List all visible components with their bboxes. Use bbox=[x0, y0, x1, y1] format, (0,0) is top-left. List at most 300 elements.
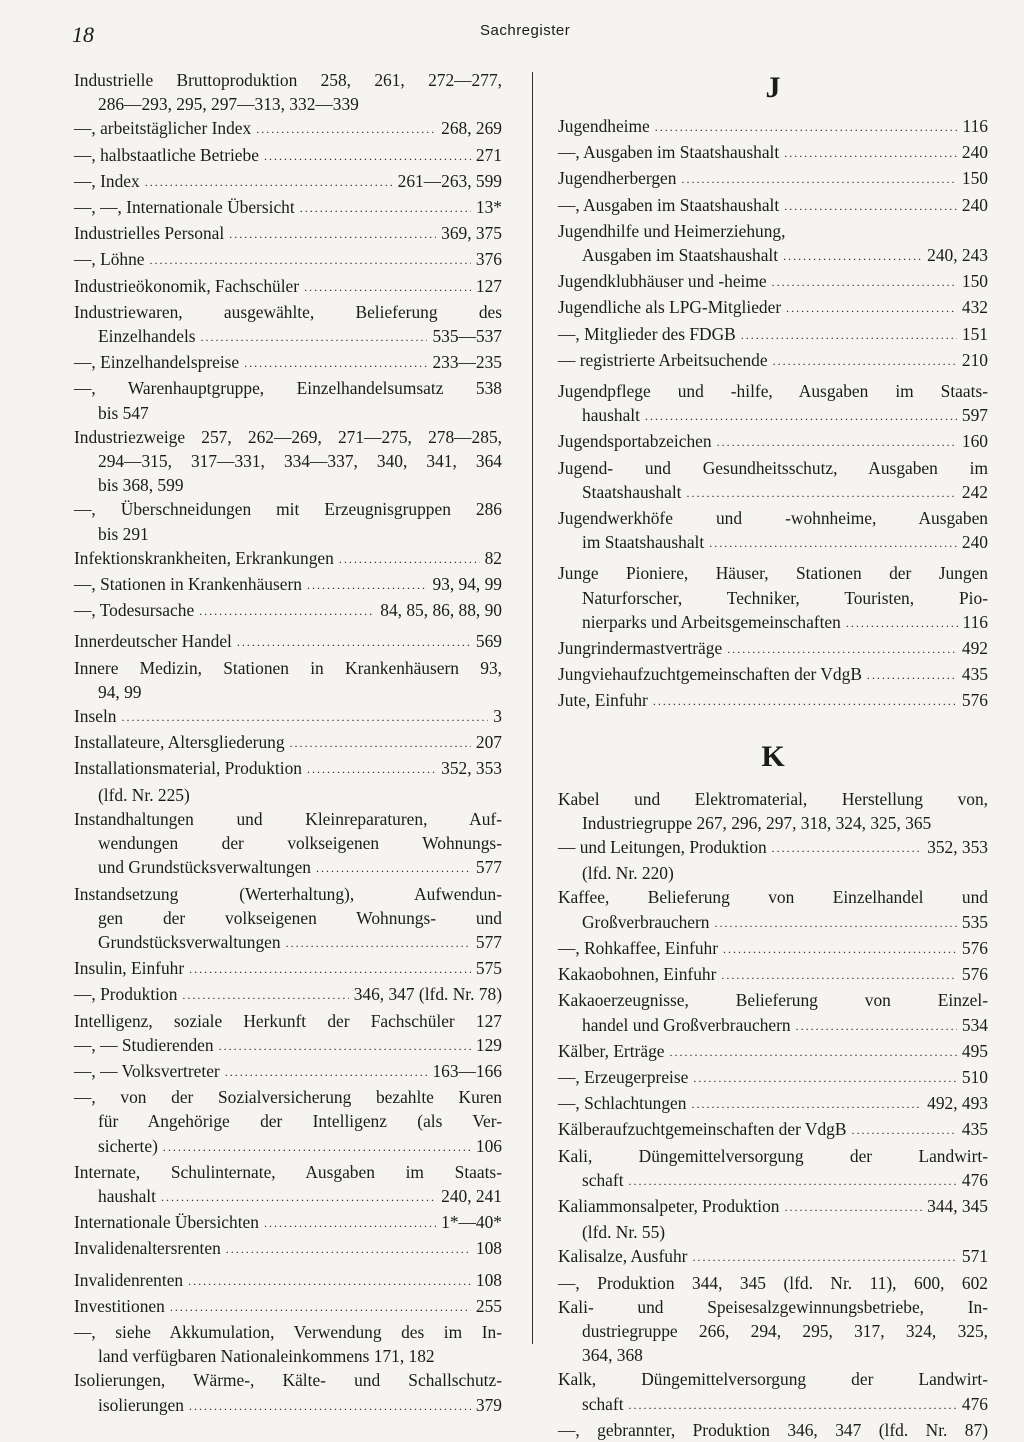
section-letter-j: J bbox=[765, 71, 781, 104]
entry-text: —, halbstaatliche Betriebe bbox=[74, 144, 259, 165]
dot-leader bbox=[226, 1235, 471, 1261]
index-entry bbox=[74, 1268, 502, 1294]
entry-line bbox=[558, 610, 988, 636]
index-entry bbox=[558, 1367, 988, 1417]
page-reference: 476 bbox=[961, 1393, 988, 1414]
entry-line bbox=[74, 982, 502, 1008]
page-reference: 576 bbox=[961, 690, 988, 711]
index-entry bbox=[558, 429, 988, 455]
index-entry bbox=[74, 572, 502, 598]
entry-text: (lfd. Nr. 225) bbox=[98, 784, 190, 805]
dot-leader bbox=[851, 1116, 956, 1142]
entry-text: Jugendsportabzeichen bbox=[558, 431, 712, 452]
page-reference: 150 bbox=[961, 271, 988, 292]
page-reference: 106 bbox=[475, 1135, 502, 1156]
index-entry bbox=[74, 982, 502, 1008]
index-entry bbox=[558, 1194, 988, 1244]
dot-leader bbox=[304, 273, 471, 299]
index-entry bbox=[558, 787, 988, 835]
entry-text: Kalk, Düngemittelversorgung der Landwirt- bbox=[558, 1369, 988, 1390]
entry-line bbox=[558, 506, 988, 530]
entry-line bbox=[558, 1117, 988, 1143]
entry-line bbox=[74, 522, 502, 546]
dot-leader bbox=[229, 220, 436, 246]
entry-line bbox=[558, 193, 988, 219]
page-reference: 240 bbox=[961, 532, 988, 553]
entry-line bbox=[558, 1220, 988, 1244]
entry-line bbox=[558, 1039, 988, 1065]
index-entry bbox=[74, 376, 502, 424]
dot-leader bbox=[681, 165, 956, 191]
entry-text: Internationale Übersichten bbox=[74, 1212, 259, 1233]
entry-text: Industriezweige 257, 262—269, 271—275, 278—285, bbox=[74, 426, 502, 447]
page-reference: 352, 353 bbox=[441, 758, 502, 779]
entry-line bbox=[558, 1244, 988, 1270]
dot-leader bbox=[264, 1209, 436, 1235]
page-reference: 344, 345 bbox=[927, 1195, 988, 1216]
index-column-left bbox=[74, 68, 502, 1419]
page-reference: 240 bbox=[961, 194, 988, 215]
dot-leader bbox=[727, 635, 957, 661]
entry-text: isolierungen bbox=[98, 1394, 184, 1415]
page-reference: 432 bbox=[961, 297, 988, 318]
dot-leader bbox=[307, 571, 427, 597]
entry-text: bis 291 bbox=[98, 523, 149, 544]
page-reference: 108 bbox=[475, 1269, 502, 1290]
entry-line bbox=[74, 143, 502, 169]
entry-line bbox=[74, 274, 502, 300]
entry-text: —, von der Sozialversicherung bezahlte Kuren bbox=[74, 1087, 502, 1108]
dot-leader bbox=[786, 294, 957, 320]
entry-line bbox=[558, 1144, 988, 1168]
dot-leader bbox=[721, 961, 957, 987]
index-entry bbox=[558, 379, 988, 429]
page-reference: 535 bbox=[961, 911, 988, 932]
dot-leader bbox=[170, 1293, 471, 1319]
dot-leader bbox=[122, 703, 489, 729]
index-entry bbox=[558, 1117, 988, 1143]
entry-line bbox=[558, 140, 988, 166]
index-entry bbox=[558, 561, 988, 636]
entry-text: —, Produktion bbox=[74, 984, 178, 1005]
entry-line bbox=[74, 855, 502, 881]
dot-leader bbox=[161, 1183, 436, 1209]
entry-text: und Grundstücksverwaltungen bbox=[98, 857, 311, 878]
entry-text: 364, 368 bbox=[582, 1345, 643, 1366]
entry-text: Infektionskrankheiten, Erkrankungen bbox=[74, 547, 334, 568]
index-entry bbox=[74, 1210, 502, 1236]
index-entry bbox=[74, 247, 502, 273]
index-entry bbox=[558, 1418, 988, 1442]
index-entry bbox=[74, 730, 502, 756]
entry-line bbox=[558, 936, 988, 962]
entry-line bbox=[558, 269, 988, 295]
entry-text: (lfd. Nr. 55) bbox=[582, 1222, 666, 1243]
index-entry bbox=[558, 1244, 988, 1270]
index-entry bbox=[558, 166, 988, 192]
entry-text: —, Ausgaben im Staatshaushalt bbox=[558, 142, 780, 163]
page-reference: 379 bbox=[475, 1394, 502, 1415]
dot-leader bbox=[199, 597, 375, 623]
page-reference: 435 bbox=[961, 664, 988, 685]
index-entry bbox=[74, 704, 502, 730]
page-reference: 534 bbox=[961, 1014, 988, 1035]
dot-leader bbox=[300, 194, 471, 220]
entry-line bbox=[558, 429, 988, 455]
page-reference: 160 bbox=[961, 431, 988, 452]
entry-text: Invalidenrenten bbox=[74, 1269, 184, 1290]
page-reference: 510 bbox=[961, 1066, 988, 1087]
index-entry bbox=[74, 807, 502, 882]
entry-text: —, — Studierenden bbox=[74, 1034, 214, 1055]
entry-text: Instandhaltungen und Kleinreparaturen, Auf- bbox=[74, 808, 502, 829]
entry-text: schaft bbox=[582, 1393, 624, 1414]
index-entry bbox=[74, 882, 502, 957]
entry-text: nierparks und Arbeitsgemeinschaften bbox=[582, 611, 841, 632]
entry-line bbox=[74, 704, 502, 730]
page-reference: 268, 269 bbox=[441, 118, 502, 139]
index-entry bbox=[558, 962, 988, 988]
dot-leader bbox=[669, 1038, 956, 1064]
page-reference: 261—263, 599 bbox=[397, 170, 502, 191]
entry-line bbox=[74, 1393, 502, 1419]
dot-leader bbox=[717, 428, 957, 454]
entry-text: Installateure, Altersgliederung bbox=[74, 732, 285, 753]
entry-line bbox=[74, 1085, 502, 1109]
entry-line bbox=[74, 300, 502, 324]
entry-line bbox=[74, 473, 502, 497]
section-k-entries bbox=[558, 787, 988, 1442]
entry-text: Invalidenaltersrenten bbox=[74, 1238, 221, 1259]
entry-line bbox=[558, 1343, 988, 1367]
index-entry bbox=[558, 456, 988, 506]
index-entry bbox=[74, 425, 502, 498]
page-reference: 569 bbox=[475, 631, 502, 652]
entry-line bbox=[558, 379, 988, 403]
dot-leader bbox=[714, 909, 956, 935]
entry-text: Kali- und Speisesalzgewinnungsbetriebe, In- bbox=[558, 1296, 988, 1317]
entry-text: —, Überschneidungen mit Erzeugnisgruppen 286 bbox=[74, 499, 502, 520]
index-entry bbox=[74, 598, 502, 624]
section-letter-k: K bbox=[761, 739, 785, 773]
page-reference: 163—166 bbox=[432, 1060, 502, 1081]
entry-line bbox=[74, 1009, 502, 1033]
index-entry bbox=[558, 662, 988, 688]
entry-line bbox=[74, 92, 502, 116]
index-entry bbox=[558, 1295, 988, 1368]
index-entry bbox=[558, 688, 988, 714]
dot-leader bbox=[796, 1012, 957, 1038]
entry-text: —, Erzeugerpreise bbox=[558, 1066, 689, 1087]
entry-line bbox=[74, 324, 502, 350]
entry-text: Jugend- und Gesundheitsschutz, Ausgaben im bbox=[558, 457, 988, 478]
entry-line bbox=[558, 403, 988, 429]
page-reference: 82 bbox=[484, 547, 502, 568]
index-entry bbox=[74, 143, 502, 169]
index-entry bbox=[74, 195, 502, 221]
entry-text: schaft bbox=[582, 1169, 624, 1190]
entry-text: Industriewaren, ausgewählte, Belieferung des bbox=[74, 301, 502, 322]
entry-line bbox=[74, 247, 502, 273]
entry-text: —, Rohkaffee, Einfuhr bbox=[558, 937, 719, 958]
entry-text: für Angehörige der Intelligenz (als Ver- bbox=[98, 1111, 502, 1132]
entry-line bbox=[74, 221, 502, 247]
dot-leader bbox=[256, 115, 436, 141]
entry-line bbox=[74, 497, 502, 521]
entry-line bbox=[558, 988, 988, 1012]
entry-line bbox=[74, 831, 502, 855]
entry-line bbox=[74, 906, 502, 930]
entry-line bbox=[74, 1344, 502, 1368]
entry-text: Investitionen bbox=[74, 1295, 165, 1316]
entry-line bbox=[74, 930, 502, 956]
entry-text: —, Ausgaben im Staatshaushalt bbox=[558, 194, 780, 215]
entry-text: gen der volkseigenen Wohnungs- und bbox=[98, 907, 502, 928]
page-reference: 577 bbox=[475, 857, 502, 878]
entry-text: Innerdeutscher Handel bbox=[74, 631, 232, 652]
entry-text: bis 547 bbox=[98, 402, 149, 423]
entry-line bbox=[558, 835, 988, 861]
entry-text: Jugendheime bbox=[558, 116, 650, 136]
index-entry bbox=[558, 885, 988, 935]
entry-line bbox=[74, 1184, 502, 1210]
dot-leader bbox=[846, 609, 958, 635]
entry-text: wendungen der volkseigenen Wohnungs- bbox=[98, 833, 502, 854]
index-entry bbox=[558, 988, 988, 1038]
page-reference: 150 bbox=[961, 168, 988, 189]
page-reference: 346, 347 (lfd. Nr. 78) bbox=[353, 984, 502, 1005]
entry-text: Jungrindermastverträge bbox=[558, 638, 723, 659]
dot-leader bbox=[290, 729, 471, 755]
index-entry bbox=[558, 1039, 988, 1065]
entry-line bbox=[558, 530, 988, 556]
entry-text: haushalt bbox=[98, 1185, 156, 1206]
index-entry bbox=[74, 1320, 502, 1368]
dot-leader bbox=[237, 628, 471, 654]
dot-leader bbox=[307, 755, 436, 781]
page-reference: 233—235 bbox=[432, 352, 502, 373]
index-entry bbox=[74, 1368, 502, 1418]
dot-leader bbox=[784, 192, 957, 218]
dot-leader bbox=[339, 545, 480, 571]
index-entry bbox=[558, 506, 988, 556]
entry-line bbox=[558, 688, 988, 714]
index-entry bbox=[74, 756, 502, 806]
page-reference: 13* bbox=[475, 197, 502, 218]
entry-line bbox=[558, 1392, 988, 1418]
page-reference: 116 bbox=[962, 116, 988, 136]
page-reference: 352, 353 bbox=[927, 837, 988, 858]
dot-leader bbox=[687, 479, 957, 505]
entry-line bbox=[74, 783, 502, 807]
page-reference: 127 bbox=[475, 275, 502, 296]
page-reference: 576 bbox=[961, 937, 988, 958]
entry-text: Industriegruppe 267, 296, 297, 318, 324, 325, 365 bbox=[582, 812, 932, 833]
index-entry bbox=[558, 193, 988, 219]
entry-text: Jugendpflege und -hilfe, Ausgaben im Staats- bbox=[558, 381, 988, 402]
index-entry bbox=[558, 1065, 988, 1091]
entry-line bbox=[558, 586, 988, 610]
index-entry bbox=[558, 835, 988, 885]
index-entry bbox=[558, 295, 988, 321]
page-reference: 210 bbox=[961, 349, 988, 370]
entry-line bbox=[558, 1168, 988, 1194]
column-divider bbox=[532, 72, 533, 1344]
entry-text: Kali, Düngemittelversorgung der Landwirt- bbox=[558, 1145, 988, 1166]
dot-leader bbox=[784, 139, 957, 165]
entry-line bbox=[74, 1236, 502, 1262]
entry-text: Staatshaushalt bbox=[582, 481, 682, 502]
entry-text: —, gebrannter, Produktion 346, 347 (lfd. Nr. 87) bbox=[558, 1419, 988, 1440]
index-entry bbox=[558, 636, 988, 662]
entry-text: Isolierungen, Wärme-, Kälte- und Schallschutz- bbox=[74, 1370, 502, 1391]
dot-leader bbox=[691, 1090, 922, 1116]
index-entry bbox=[74, 1236, 502, 1262]
dot-leader bbox=[264, 142, 471, 168]
entry-text: haushalt bbox=[582, 405, 640, 426]
dot-leader bbox=[182, 981, 348, 1007]
index-entry bbox=[558, 269, 988, 295]
dot-leader bbox=[629, 1167, 957, 1193]
entry-text: Insulin, Einfuhr bbox=[74, 958, 185, 979]
entry-text: —, Todesursache bbox=[74, 600, 195, 621]
entry-line bbox=[558, 1065, 988, 1091]
page-reference: 369, 375 bbox=[441, 223, 502, 244]
entry-line bbox=[74, 882, 502, 906]
dot-leader bbox=[773, 347, 957, 373]
entry-line bbox=[74, 169, 502, 195]
entry-line bbox=[74, 1294, 502, 1320]
entry-text: Kakaoerzeugnisse, Belieferung von Einzel- bbox=[558, 990, 988, 1011]
page-reference: 240, 243 bbox=[927, 245, 988, 266]
dot-leader bbox=[692, 1243, 956, 1269]
page-reference: 271 bbox=[475, 144, 502, 165]
dot-leader bbox=[645, 402, 957, 428]
entry-text: —, Löhne bbox=[74, 249, 145, 270]
entry-line bbox=[74, 1134, 502, 1160]
entry-line bbox=[558, 962, 988, 988]
index-entry bbox=[74, 350, 502, 376]
entry-line bbox=[74, 1320, 502, 1344]
entry-text: Industrielles Personal bbox=[74, 223, 225, 244]
entry-text: Jugendherbergen bbox=[558, 168, 677, 189]
page-reference: 1*—40* bbox=[441, 1212, 502, 1233]
entry-line bbox=[74, 807, 502, 831]
entry-text: Kälberaufzuchtgemeinschaften der VdgB bbox=[558, 1119, 847, 1140]
entry-line bbox=[558, 1418, 988, 1442]
entry-text: —, Mitglieder des FDGB bbox=[558, 323, 736, 344]
page-reference: 240 bbox=[961, 142, 988, 163]
page-reference: 575 bbox=[475, 958, 502, 979]
dot-leader bbox=[145, 168, 393, 194]
section-j-entries bbox=[558, 114, 988, 715]
index-entry bbox=[558, 322, 988, 348]
index-entry bbox=[558, 936, 988, 962]
page-reference: 207 bbox=[475, 732, 502, 753]
entry-text: Kälber, Erträge bbox=[558, 1040, 665, 1061]
dot-leader bbox=[189, 955, 471, 981]
page-reference: 84, 85, 86, 88, 90 bbox=[380, 600, 502, 621]
page-reference: 492 bbox=[961, 638, 988, 659]
entry-text: Industrieökonomik, Fachschüler bbox=[74, 275, 300, 296]
entry-line bbox=[558, 322, 988, 348]
dot-leader bbox=[783, 242, 922, 268]
dot-leader bbox=[188, 1267, 471, 1293]
entry-text: Ausgaben im Staatshaushalt bbox=[582, 245, 779, 266]
index-entry bbox=[74, 300, 502, 350]
entry-text: —, Schlachtungen bbox=[558, 1093, 687, 1114]
entry-text: Installationsmaterial, Produktion bbox=[74, 758, 302, 779]
dot-leader bbox=[163, 1133, 471, 1159]
entry-line bbox=[74, 680, 502, 704]
entry-line bbox=[74, 1268, 502, 1294]
index-entry bbox=[74, 1085, 502, 1160]
entry-line bbox=[558, 1091, 988, 1117]
index-column-right bbox=[558, 70, 988, 1442]
entry-text: handel und Großverbrauchern bbox=[582, 1014, 791, 1035]
index-entry bbox=[74, 68, 502, 116]
index-entry bbox=[74, 956, 502, 982]
entry-line bbox=[74, 425, 502, 449]
dot-leader bbox=[655, 113, 958, 139]
entry-text: —, Stationen in Krankenhäusern bbox=[74, 574, 302, 595]
entry-line bbox=[74, 1109, 502, 1133]
entry-line bbox=[558, 861, 988, 885]
entry-line bbox=[74, 629, 502, 655]
entry-text: dustriegruppe 266, 294, 295, 317, 324, 325, bbox=[582, 1320, 988, 1341]
page-reference: 3 bbox=[493, 706, 502, 727]
entry-line bbox=[558, 662, 988, 688]
entry-text: Einzelhandels bbox=[98, 326, 196, 347]
entry-line bbox=[74, 1033, 502, 1059]
entry-line bbox=[74, 449, 502, 473]
entry-line bbox=[558, 1013, 988, 1039]
entry-line bbox=[558, 456, 988, 480]
page-reference: 255 bbox=[475, 1295, 502, 1316]
entry-text: Jute, Einfuhr bbox=[558, 690, 648, 711]
running-header: Sachregister bbox=[480, 22, 571, 39]
entry-line bbox=[558, 636, 988, 662]
entry-text: —, Produktion 344, 345 (lfd. Nr. 11), 600, 602 bbox=[558, 1272, 988, 1293]
index-entry bbox=[74, 274, 502, 300]
dot-leader bbox=[709, 529, 957, 555]
entry-line bbox=[558, 811, 988, 835]
page-reference: 116 bbox=[962, 611, 988, 632]
page-reference: 108 bbox=[475, 1238, 502, 1259]
entry-text: Inseln bbox=[74, 706, 117, 727]
index-entry bbox=[74, 629, 502, 655]
dot-leader bbox=[189, 1392, 471, 1418]
dot-leader bbox=[653, 687, 957, 713]
page-reference: 577 bbox=[475, 931, 502, 952]
dot-leader bbox=[219, 1032, 471, 1058]
entry-text: 94, 99 bbox=[98, 681, 142, 702]
index-entry bbox=[74, 1033, 502, 1059]
entry-line bbox=[74, 1368, 502, 1392]
dot-leader bbox=[201, 323, 428, 349]
entry-text: Internate, Schulinternate, Ausgaben im Staats- bbox=[74, 1161, 502, 1182]
page-reference: 492, 493 bbox=[927, 1093, 988, 1114]
entry-line bbox=[74, 656, 502, 680]
entry-text: Instandsetzung (Werterhaltung), Aufwendun- bbox=[74, 883, 502, 904]
index-entry bbox=[74, 1009, 502, 1033]
entry-line bbox=[74, 195, 502, 221]
index-entry bbox=[74, 1294, 502, 1320]
dot-leader bbox=[867, 661, 957, 687]
page-reference: 242 bbox=[961, 481, 988, 502]
entry-line bbox=[558, 114, 988, 140]
page-reference: 571 bbox=[961, 1246, 988, 1267]
